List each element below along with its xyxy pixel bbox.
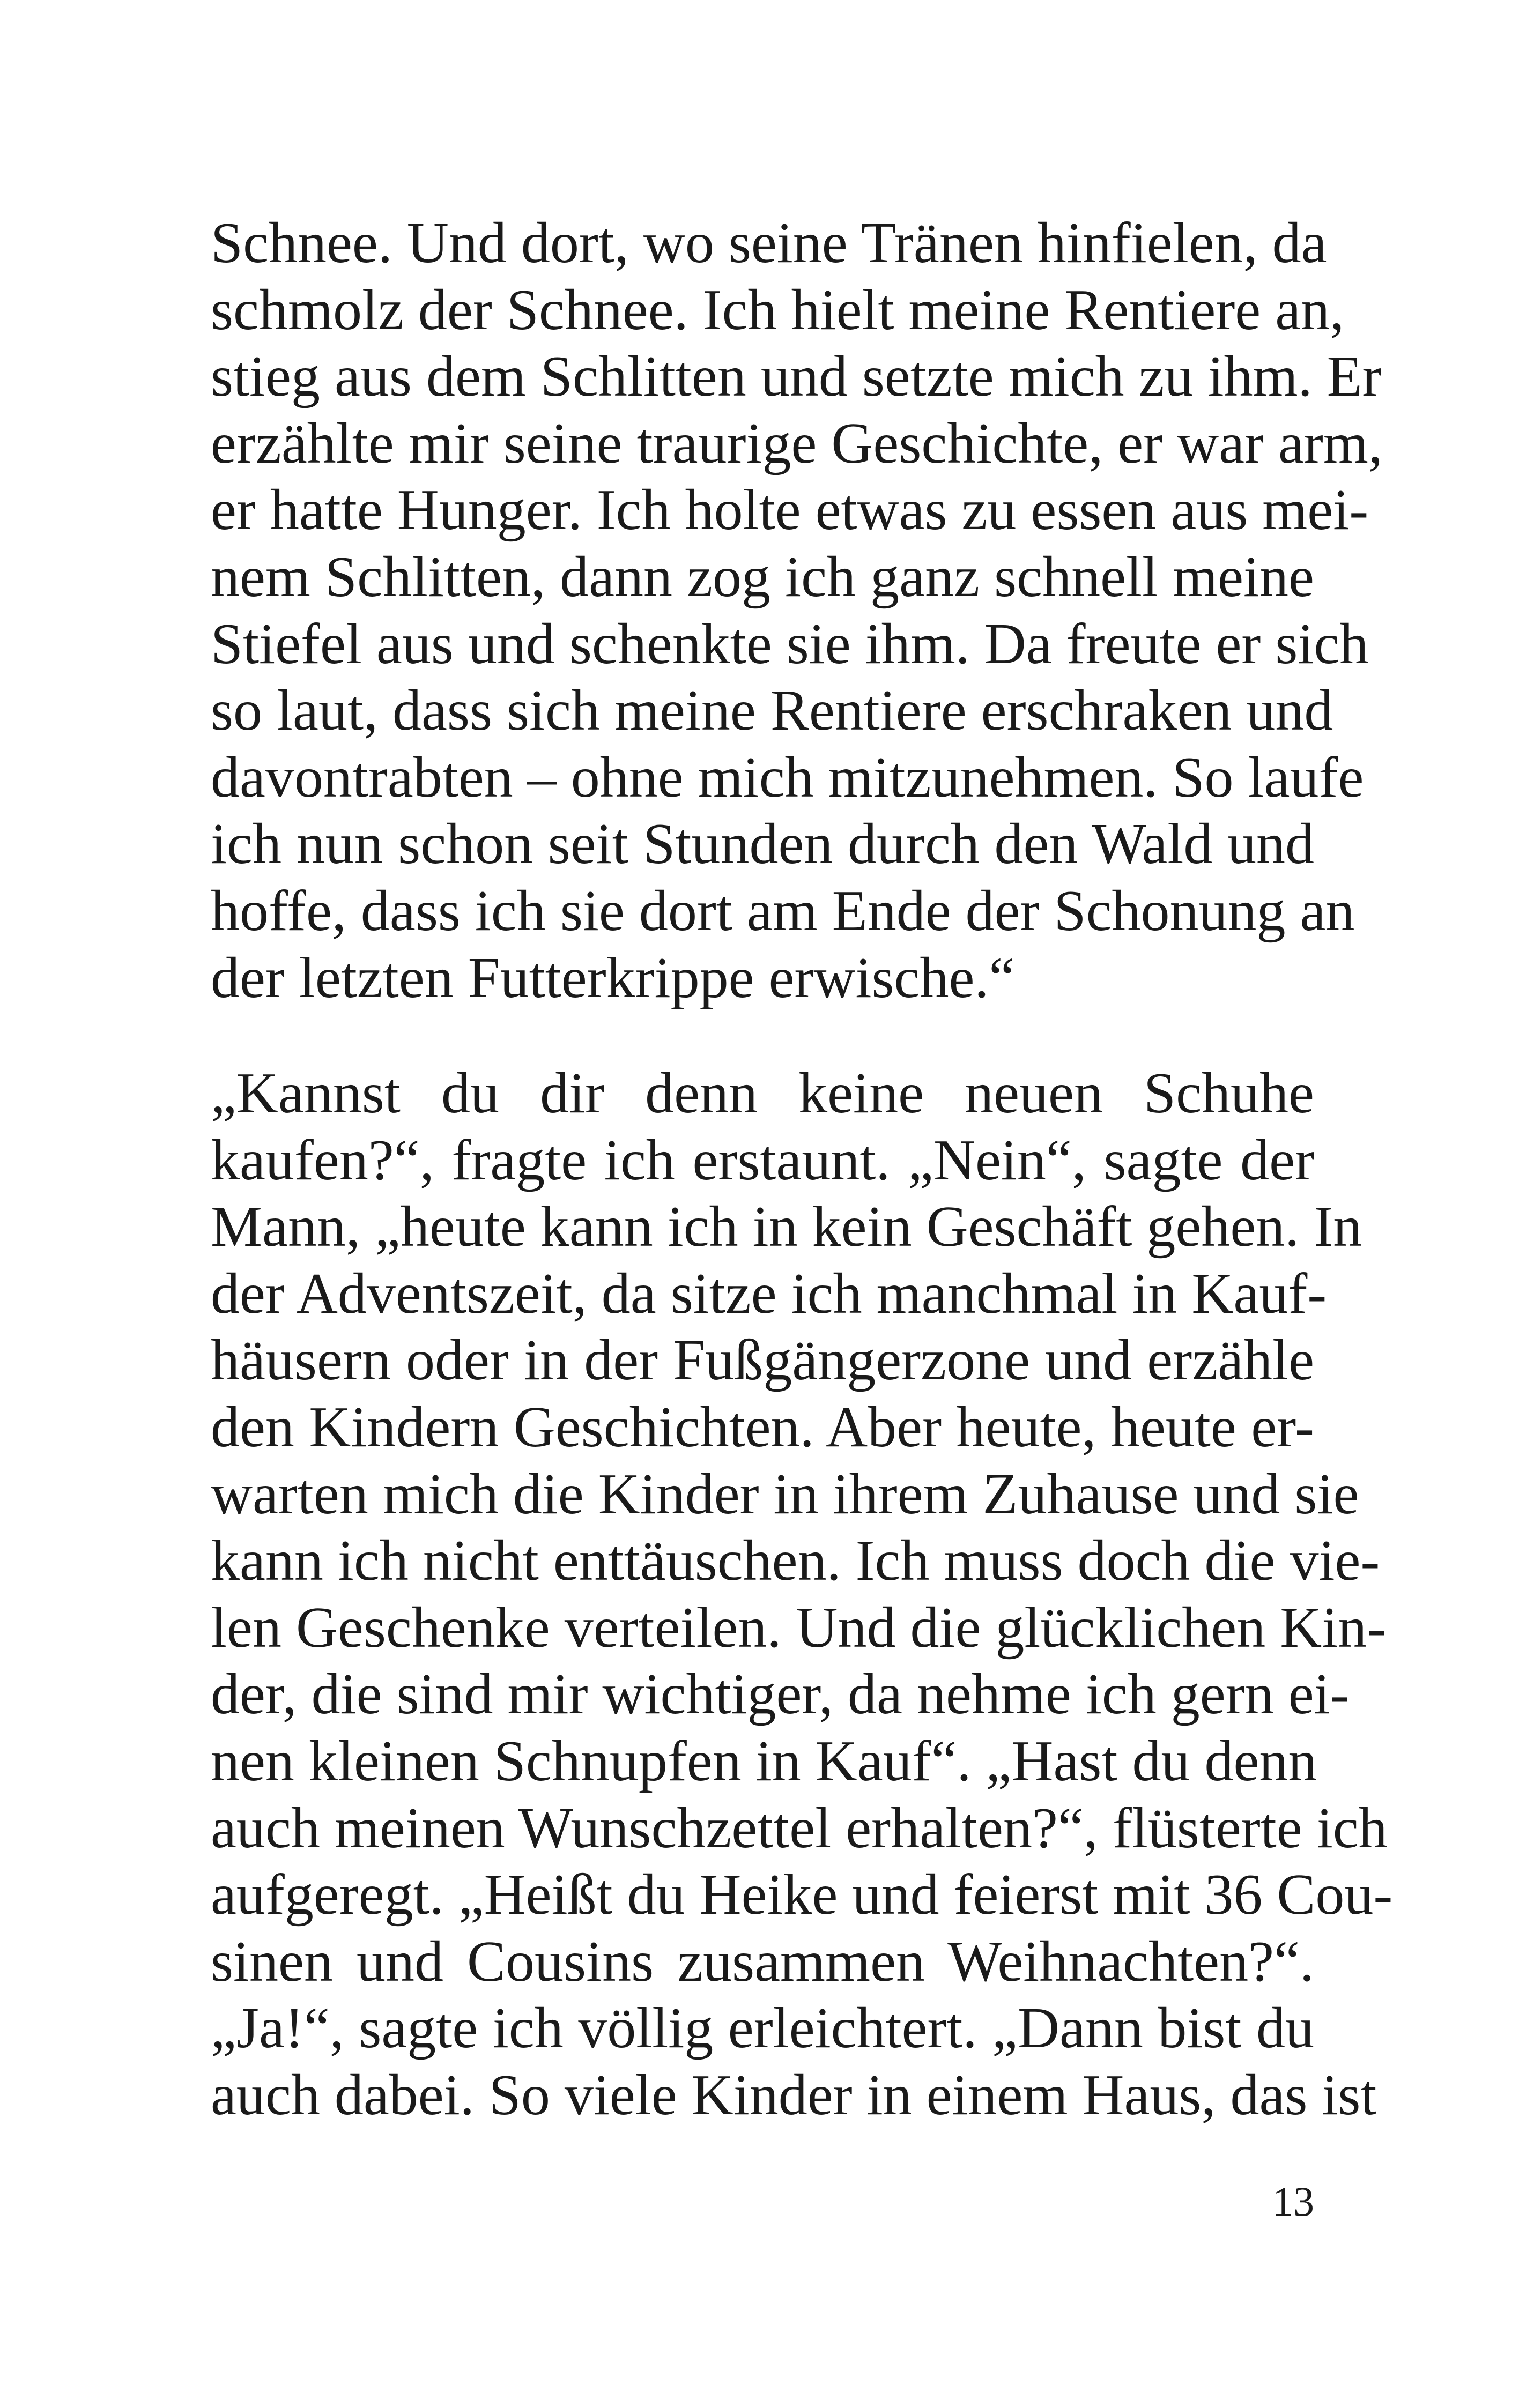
- text-line: so laut, dass sich meine Rentiere erschraken und: [211, 679, 1333, 743]
- text-line: auch dabei. So viele Kinder in einem Haus, das ist: [211, 2063, 1377, 2127]
- text-line: aufgeregt. „Heißt du Heike und feierst mit 36 Cou-: [211, 1863, 1393, 1927]
- text-line: der letzten Futterkrippe erwische.“: [211, 946, 1015, 1010]
- text-line: len Geschenke verteilen. Und die glücklichen Kin-: [211, 1595, 1387, 1660]
- text-line: der Adventszeit, da sitze ich manchmal in Kauf-: [211, 1261, 1327, 1326]
- text-line: kaufen?“, fragte ich erstaunt. „Nein“, sagte der: [211, 1128, 1314, 1192]
- text-line: der, die sind mir wichtiger, da nehme ich gern ei-: [211, 1662, 1350, 1727]
- text-line: sinen und Cousins zusammen Weihnachten?“.: [211, 1929, 1314, 1994]
- text-line: „Kannst du dir denn keine neuen Schuhe: [211, 1061, 1314, 1125]
- text-line: er hatte Hunger. Ich holte etwas zu essen aus mei-: [211, 478, 1369, 542]
- text-line: auch meinen Wunschzettel erhalten?“, flüsterte ich: [211, 1796, 1388, 1860]
- text-line: schmolz der Schnee. Ich hielt meine Rentiere an,: [211, 278, 1345, 342]
- text-line: stieg aus dem Schlitten und setzte mich zu ihm. Er: [211, 345, 1382, 409]
- text-line: nem Schlitten, dann zog ich ganz schnell meine: [211, 545, 1314, 609]
- text-line: Stiefel aus und schenkte sie ihm. Da freute er sich: [211, 612, 1369, 676]
- paragraph-2: [211, 1060, 1393, 2129]
- text-line: hoffe, dass ich sie dort am Ende der Schonung an: [211, 879, 1355, 943]
- text-line: häusern oder in der Fußgängerzone und erzähle: [211, 1328, 1314, 1393]
- text-line: ich nun schon seit Stunden durch den Wald und: [211, 812, 1314, 876]
- page-number: 13: [1272, 2178, 1314, 2225]
- text-line: nen kleinen Schnupfen in Kauf“. „Hast du denn: [211, 1729, 1317, 1793]
- text-line: kann ich nicht enttäuschen. Ich muss doch die vie-: [211, 1529, 1380, 1593]
- text-line: erzählte mir seine traurige Geschichte, er war arm,: [211, 411, 1383, 475]
- paragraph-1: [211, 210, 1383, 1012]
- text-line: warten mich die Kinder in ihrem Zuhause und sie: [211, 1462, 1359, 1526]
- text-line: „Ja!“, sagte ich völlig erleichtert. „Dann bist du: [211, 1996, 1314, 2061]
- text-line: Mann, „heute kann ich in kein Geschäft gehen. In: [211, 1195, 1362, 1259]
- text-line: den Kindern Geschichten. Aber heute, heute er-: [211, 1395, 1314, 1459]
- text-line: davontrabten – ohne mich mitzunehmen. So laufe: [211, 745, 1364, 809]
- text-line: Schnee. Und dort, wo seine Tränen hinfielen, da: [211, 211, 1327, 275]
